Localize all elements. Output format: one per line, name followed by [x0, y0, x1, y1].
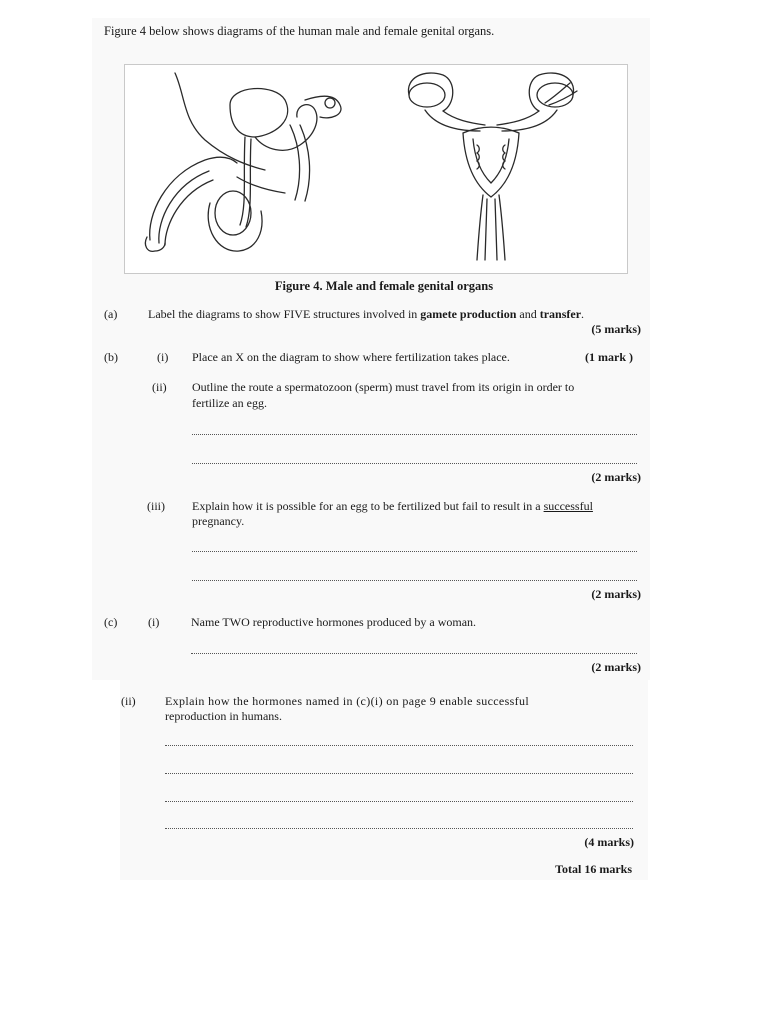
answer-line-c-ii-4[interactable] [165, 828, 633, 829]
answer-line-b-ii-2[interactable] [192, 463, 637, 464]
question-b-i-number: (i) [157, 350, 169, 364]
question-b-ii-line2: fertilize an egg. [192, 396, 267, 410]
intro-text: Figure 4 below shows diagrams of the human male and female genital organs. [104, 24, 495, 38]
male-genital-organs-drawing [145, 73, 341, 251]
question-b-ii-marks: (2 marks) [591, 470, 641, 484]
question-b-iii-marks: (2 marks) [591, 587, 641, 601]
question-b-iii-line2: pregnancy. [192, 514, 245, 528]
genital-organs-diagram [125, 65, 627, 273]
answer-line-b-ii-1[interactable] [192, 434, 637, 435]
answer-line-c-ii-3[interactable] [165, 801, 633, 802]
answer-line-c-ii-2[interactable] [165, 773, 633, 774]
question-b-ii-line1: Outline the route a spermatozoon (sperm) must travel from its origin in order to [192, 380, 575, 394]
question-c-ii-line2: reproduction in humans. [165, 709, 282, 723]
question-c-i-marks: (2 marks) [591, 660, 641, 674]
question-c-i-number: (i) [148, 615, 160, 629]
question-c-ii-line1: Explain how the hormones named in (c)(i) on page 9 enable successful [165, 694, 530, 708]
question-c-i-text: Name TWO reproductive hormones produced by a woman. [191, 615, 477, 629]
question-c-ii-number: (ii) [121, 694, 136, 708]
figure-4 [124, 64, 628, 274]
question-b-i-marks: (1 mark ) [585, 350, 633, 364]
answer-line-c-i-1[interactable] [191, 653, 637, 654]
question-a-number: (a) [104, 307, 118, 321]
question-b-ii-number: (ii) [152, 380, 167, 394]
question-a-text: Label the diagrams to show FIVE structures involved in gamete production and transfer. [148, 307, 585, 321]
total-marks: Total 16 marks [555, 862, 632, 876]
question-c-number: (c) [104, 615, 118, 629]
figure-caption: Figure 4. Male and female genital organs [274, 279, 494, 293]
question-b-iii-line1: Explain how it is possible for an egg to be fertilized but fail to result in a successful [192, 499, 593, 513]
answer-line-b-iii-1[interactable] [192, 551, 637, 552]
female-genital-organs-drawing [408, 73, 577, 260]
answer-line-c-ii-1[interactable] [165, 745, 633, 746]
question-c-ii-marks: (4 marks) [584, 835, 634, 849]
question-b-iii-number: (iii) [147, 499, 165, 513]
question-a-marks: (5 marks) [591, 322, 641, 336]
question-b-number: (b) [104, 350, 118, 364]
answer-line-b-iii-2[interactable] [192, 580, 637, 581]
question-b-i-text: Place an X on the diagram to show where fertilization takes place. [192, 350, 510, 364]
